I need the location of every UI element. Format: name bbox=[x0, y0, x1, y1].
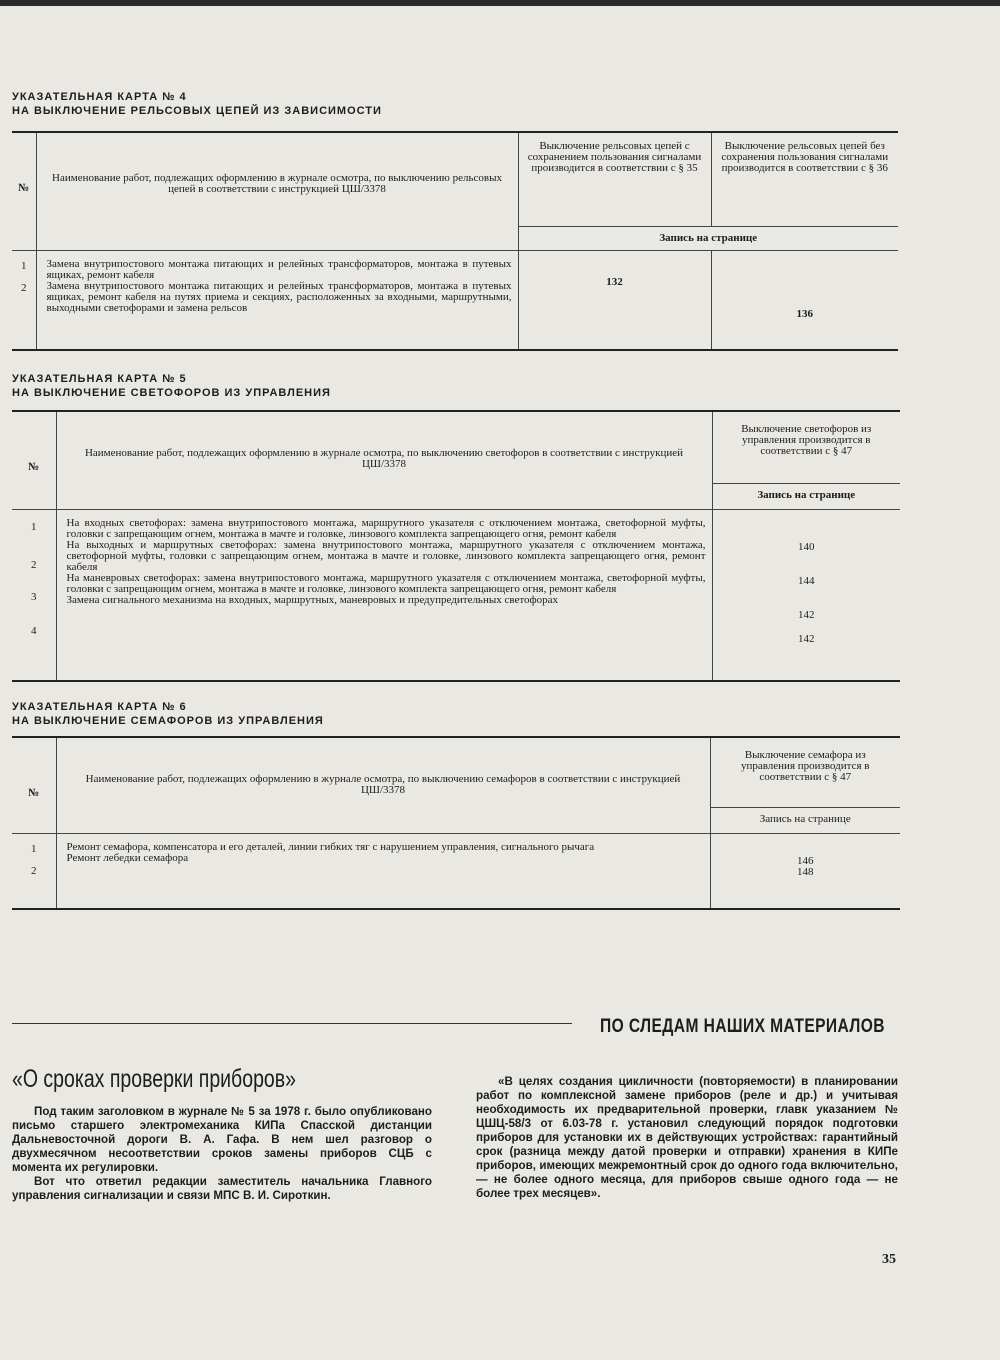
article-paragraph-1: Под таким заголовком в журнале № 5 за 1978 г. было опубликовано письмо старшего электромеханика КИПа Спасской дистанции Дальневосточной дороги В. А. Гафа. В нем шел разговор о двухмесячном несоответствии сроков замены приборов СЦБ с момента их регулировки. bbox=[12, 1105, 432, 1174]
card-4-heading bbox=[12, 90, 382, 118]
card-6-num-header: № bbox=[12, 737, 56, 833]
card-5-heading bbox=[12, 372, 331, 400]
page-number: 35 bbox=[882, 1252, 896, 1267]
rubric-title: ПО СЛЕДАМ НАШИХ МАТЕРИАЛОВ bbox=[600, 1016, 885, 1037]
card-6-row-2-text: Ремонт лебедки семафора bbox=[66, 851, 189, 864]
card-6-heading bbox=[12, 700, 324, 728]
card-6-header-row bbox=[12, 737, 900, 807]
card-4-row-2-page: 136 bbox=[711, 250, 898, 350]
card-5-row-2-num: 2 bbox=[31, 558, 37, 571]
card-5-page-column bbox=[712, 509, 900, 681]
article-column-2 bbox=[476, 1075, 898, 1201]
card-5-record-label: Запись на странице bbox=[712, 483, 900, 509]
card-5-row-2-page: 144 bbox=[798, 574, 815, 587]
card-5-row-1-page: 140 bbox=[798, 540, 815, 553]
card-6-table bbox=[12, 736, 900, 910]
card-6-body bbox=[12, 833, 900, 909]
card-4-row-2-text: Замена внутрипостового монтажа питающих и релейных трансформаторов, монтажа в путевых ящиках, ремонт кабеля на путях приема и секциях, расположенных за входными, маршрутными, выходными светофорами и замена рельсов bbox=[46, 279, 512, 314]
article-quote: «В целях создания цикличности (повторяемости) в планировании работ по комплексной замене приборов (реле и др.) и учитывая необходимость их предварительной проверки, главк указанием № ЦШЦ-58/3 от 6.03-78 г. установил следующий порядок подготовки приборов для установки их в действующих устройствах: гарантийный срок (разница между датой проверки и отправки) хранения в КИПе приборов, имеющих межремонтный срок до одного года включительно, — не более одного месяца, для приборов свыше одного года — не более трех месяцев». bbox=[476, 1075, 898, 1200]
card-5-row-texts bbox=[56, 509, 712, 681]
card-4-row-numbers bbox=[12, 250, 36, 350]
card-4-table bbox=[12, 131, 898, 351]
card-4-row-texts bbox=[36, 250, 518, 350]
card-4-title-header: Наименование работ, подлежащих оформлению в журнале осмотра, по выключению рельсовых цепей в соответствии с инструкцией ЦШ/3378 bbox=[36, 132, 518, 250]
card-6-row-2-page: 148 bbox=[797, 865, 814, 878]
card-6-record-label: Запись на странице bbox=[710, 807, 900, 833]
article-paragraph-2: Вот что ответил редакции заместитель начальника Главного управления сигнализации и связи МПС В. И. Сироткин. bbox=[12, 1175, 432, 1202]
card-4-row-1-num: 1 bbox=[21, 259, 27, 272]
card-5-row-4-num: 4 bbox=[31, 624, 37, 637]
card-5-body bbox=[12, 509, 900, 681]
card-5-row-3-text: На маневровых светофорах: замена внутрипостового монтажа, маршрутного указателя с отключением монтажа, светофорной муфты, головки с запрещающим огнем, монтажа в мачте и головке, линзового комплекта запрещающего огня, ремонт кабеля bbox=[66, 571, 706, 595]
card-5-heading-line-2: НА ВЫКЛЮЧЕНИЕ СВЕТОФОРОВ ИЗ УПРАВЛЕНИЯ bbox=[12, 387, 331, 399]
top-border bbox=[0, 0, 1000, 6]
card-5-row-4-page: 142 bbox=[798, 632, 815, 645]
card-4-body bbox=[12, 250, 898, 350]
card-5-num-header: № bbox=[12, 411, 56, 509]
card-5-row-numbers bbox=[12, 509, 56, 681]
card-4-num-header: № bbox=[12, 132, 36, 250]
card-4-header-row bbox=[12, 132, 898, 226]
article-column-1 bbox=[12, 1105, 432, 1203]
card-6-heading-line-1: УКАЗАТЕЛЬНАЯ КАРТА № 6 bbox=[12, 701, 187, 713]
card-6-row-1-num: 1 bbox=[31, 842, 37, 855]
card-4-row-1-text: Замена внутрипостового монтажа питающих и релейных трансформаторов, монтажа в путевых ящиках, ремонт кабеля bbox=[46, 257, 512, 281]
card-5-header-row bbox=[12, 411, 900, 483]
card-4-heading-line-1: УКАЗАТЕЛЬНАЯ КАРТА № 4 bbox=[12, 91, 187, 103]
card-4-col-2-header: Выключение рельсовых цепей без сохранения пользования сигналами производится в соответствии с § 36 bbox=[711, 132, 898, 226]
card-4-col-1-header: Выключение рельсовых цепей с сохранением пользования сигналами производится в соответствии с § 35 bbox=[518, 132, 711, 226]
card-6-row-numbers bbox=[12, 833, 56, 909]
card-5-title-header: Наименование работ, подлежащих оформлению в журнале осмотра, по выключению светофоров в соответствии с инструкцией ЦШ/3378 bbox=[56, 411, 712, 509]
card-5-heading-line-1: УКАЗАТЕЛЬНАЯ КАРТА № 5 bbox=[12, 373, 187, 385]
rubric-rule bbox=[12, 1023, 572, 1024]
card-5-row-3-num: 3 bbox=[31, 590, 37, 603]
card-6-row-1-page: 146 bbox=[797, 854, 814, 867]
card-4-row-1-page: 132 bbox=[518, 250, 711, 350]
card-6-col-1-header: Выключение семафора из управления производится в соответствии с § 47 bbox=[710, 737, 900, 807]
card-6-heading-line-2: НА ВЫКЛЮЧЕНИЕ СЕМАФОРОВ ИЗ УПРАВЛЕНИЯ bbox=[12, 715, 324, 727]
card-5-table bbox=[12, 410, 900, 682]
card-4-heading-line-2: НА ВЫКЛЮЧЕНИЕ РЕЛЬСОВЫХ ЦЕПЕЙ ИЗ ЗАВИСИМОСТИ bbox=[12, 105, 382, 117]
card-5-row-3-page: 142 bbox=[798, 608, 815, 621]
card-6-title-header: Наименование работ, подлежащих оформлению в журнале осмотра, по выключению семафоров в соответствии с инструкцией ЦШ/3378 bbox=[56, 737, 710, 833]
card-5-row-1-num: 1 bbox=[31, 520, 37, 533]
card-4-row-2-num: 2 bbox=[21, 281, 27, 294]
card-6-row-1-text: Ремонт семафора, компенсатора и его деталей, линии гибких тяг с нарушением управления, сигнального рычага bbox=[66, 840, 595, 853]
article-title: «О сроках проверки приборов» bbox=[12, 1065, 296, 1093]
card-5-col-1-header: Выключение светофоров из управления производится в соответствии с § 47 bbox=[712, 411, 900, 483]
card-6-row-2-num: 2 bbox=[31, 864, 37, 877]
card-6-row-texts bbox=[56, 833, 710, 909]
card-5-row-4-text: Замена сигнального механизма на входных, маршрутных, маневровых и предупредительных светофорах bbox=[66, 593, 559, 606]
card-5-row-2-text: На выходных и маршрутных светофорах: замена внутрипостового монтажа, маршрутного указателя с отключением монтажа, светофорной муфты, головки с запрещающим огнем, монтажа в мачте и головке, линзового комплекта запрещающего огня, ремонт кабеля bbox=[66, 538, 706, 573]
card-4-record-label: Запись на странице bbox=[518, 226, 898, 250]
card-6-page-column bbox=[710, 833, 900, 909]
card-5-row-1-text: На входных светофорах: замена внутрипостового монтажа, маршрутного указателя с отключением монтажа, светофорной муфты, головки с запрещающим огнем, монтажа в мачте и головке, линзового комплекта запрещающего огня, ремонт кабеля bbox=[66, 516, 706, 540]
